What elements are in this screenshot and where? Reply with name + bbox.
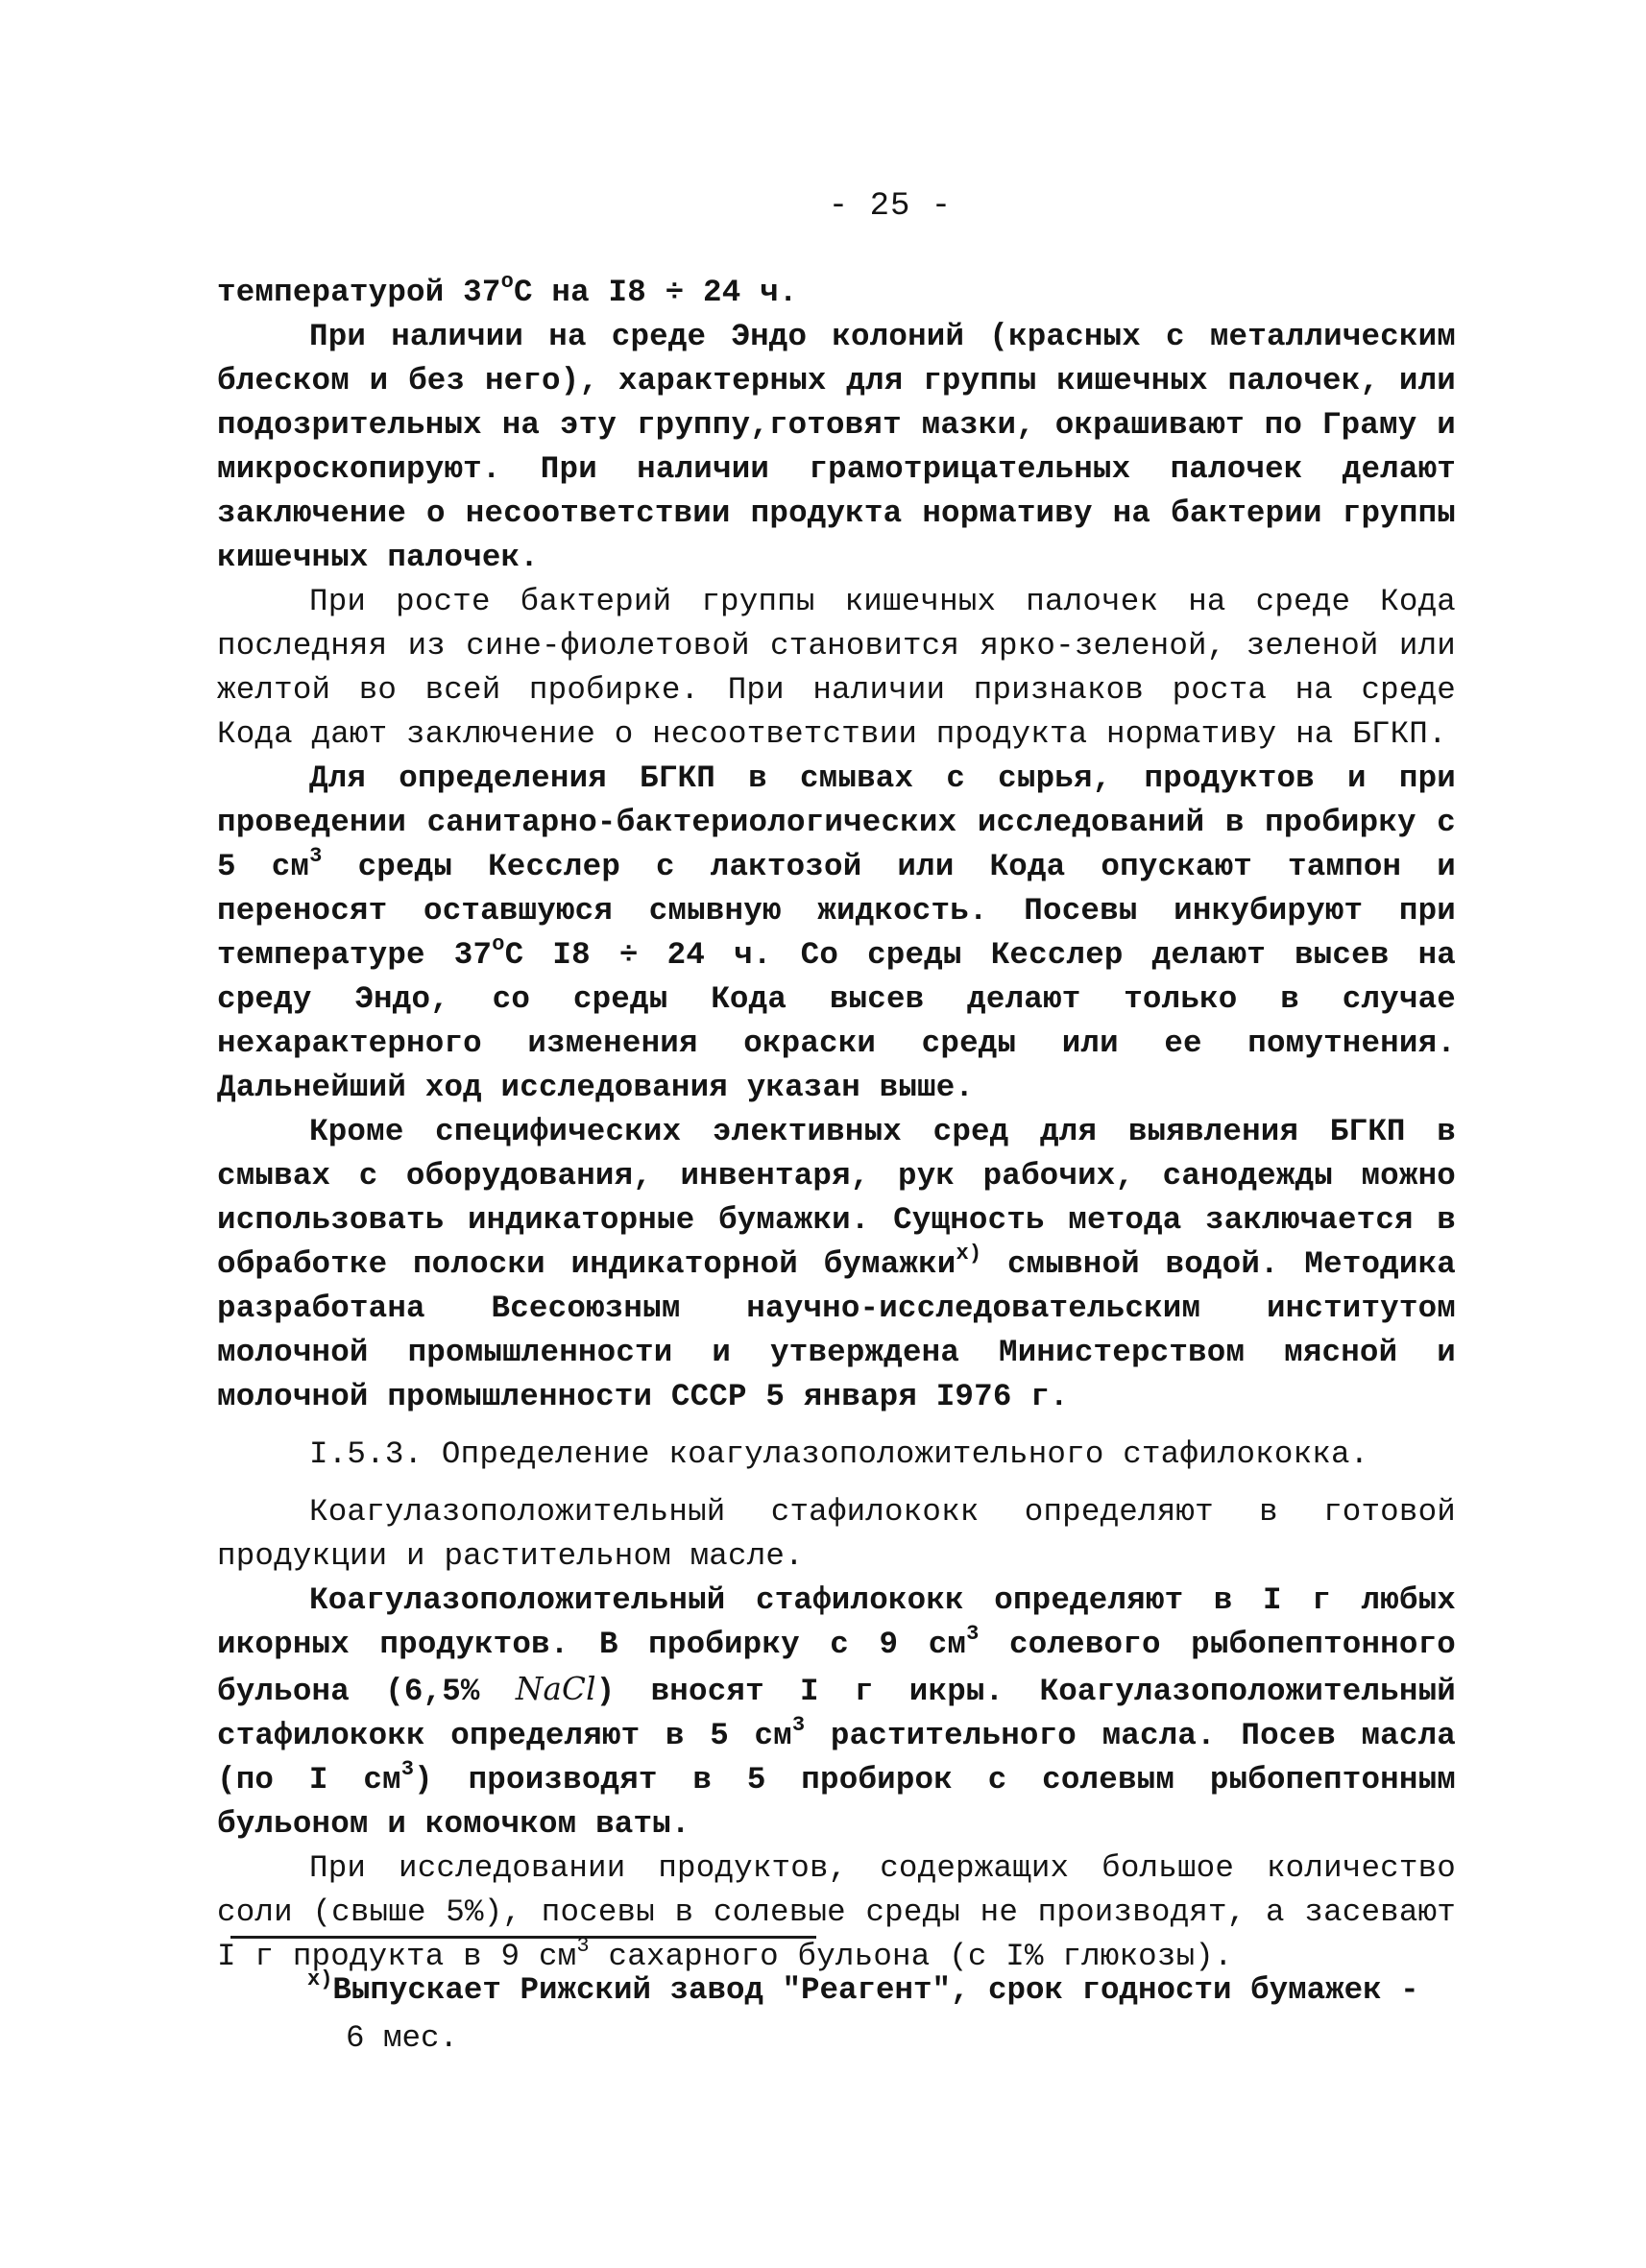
text-run: Кроме специфических элективных сред для выявления БГКП в смывах с оборудования, инвентаря, рук рабочих, санодежды можно использовать индикаторные бумажки. Сущность метода заключается в обработке полоски индикаторной бумажки [217, 1114, 1456, 1282]
footnote-text: Выпускает Рижский завод "Реагент", срок годности бумажек - [332, 1972, 1419, 2008]
cubic-superscript: 3 [576, 1934, 590, 1958]
cubic-superscript: 3 [966, 1622, 980, 1646]
chemical-formula: NaCl [515, 1671, 596, 1707]
footnote-marker: х) [307, 1967, 333, 1991]
degree-superscript: о [492, 932, 505, 956]
text-run: С на I8 ÷ 24 ч. [513, 275, 798, 310]
body-text [217, 271, 1456, 1979]
text-run: ) вносят I г икры. Коагулазоположительный стафилококк определяют в 5 см [217, 1674, 1456, 1753]
text-run: ) производят в 5 пробирок с солевым рыбопептонным бульоном и комочком ваты. [217, 1762, 1456, 1842]
footnote-line [307, 1966, 1440, 2015]
paragraph-bgkp-swabs [217, 757, 1456, 1110]
footnote-continuation: 6 мес. [346, 2020, 459, 2056]
paragraph-continuation [217, 271, 1456, 315]
text-run: температурой 37 [217, 275, 501, 310]
text-run: солевого рыбопептонного бульона (6,5% [217, 1627, 1456, 1709]
paragraph-indicator-paper [217, 1110, 1456, 1419]
section-heading: I.5.3. Определение коагулазоположительного стафилококка. [309, 1436, 1369, 1472]
text-run: среды Кесслер с лактозой или Кода опускают тампон и переносят оставшуюся смывную жидкость. Посевы инкубируют при температуре 37 [217, 849, 1456, 973]
cubic-superscript: 3 [400, 1757, 415, 1781]
paragraph-koda-medium: При росте бактерий группы кишечных палочек на среде Кода последняя из сине-фиолетовой становится ярко-зеленой, зеленой или желтой во всей пробирке. При наличии признаков роста на среде Кода дают заключение о несоответствии продукта нормативу на БГКП. [217, 584, 1456, 752]
text-run: смывной водой. Методика разработана Всесоюзным научно-исследовательским институтом молочной промышленности и утверждена Министерством мясной и молочной промышленности СССР 5 января I976 г. [217, 1246, 1456, 1414]
paragraph-staph-scope: Коагулазоположительный стафилококк определяют в готовой продукции и растительном масле. [217, 1494, 1456, 1574]
footnote-divider [230, 1936, 816, 1939]
footnote-reference: х) [956, 1242, 982, 1266]
footnote [307, 1966, 1440, 2063]
paragraph-salty-products [217, 1846, 1456, 1979]
paragraph-staph-caviar [217, 1579, 1456, 1846]
page-number: - 25 - [828, 188, 953, 225]
text-run: С I8 ÷ 24 ч. Со среды Кесслер делают высев на среду Эндо, со среды Кода высев делают только в случае нехарактерного изменения окраски среды или ее помутнения. Дальнейший ход исследования указан выше. [217, 937, 1456, 1105]
paragraph-endo-colonies: При наличии на среде Эндо колоний (красных с металлическим блеском и без него), характерных для группы кишечных палочек, или подозрительных на эту группу,готовят мазки, окрашивают по Граму и микроскопируют. При наличии грамотрицательных палочек делают заключение о несоответствии продукта нормативу на бактерии группы кишечных палочек. [217, 319, 1456, 575]
cubic-superscript: 3 [309, 844, 323, 868]
degree-superscript: о [500, 270, 514, 294]
text-run: При исследовании продуктов, содержащих большое количество соли (свыше 5%), посевы в солевые среды не производят, а засевают I г продукта в 9 см [217, 1850, 1456, 1974]
text-run: растительного масла. Посев масла (по I см [217, 1718, 1456, 1798]
cubic-superscript: 3 [791, 1713, 806, 1737]
text-run: Коагулазоположительный стафилококк определяют в I г любых икорных продуктов. В пробирку с 9 см [217, 1582, 1456, 1662]
text-run: Для определения БГКП в смывах с сырья, продуктов и при проведении санитарно-бактериологических исследований в пробирку с 5 см [217, 760, 1456, 884]
text-run: сахарного бульона (с I% глюкозы). [589, 1939, 1233, 1974]
